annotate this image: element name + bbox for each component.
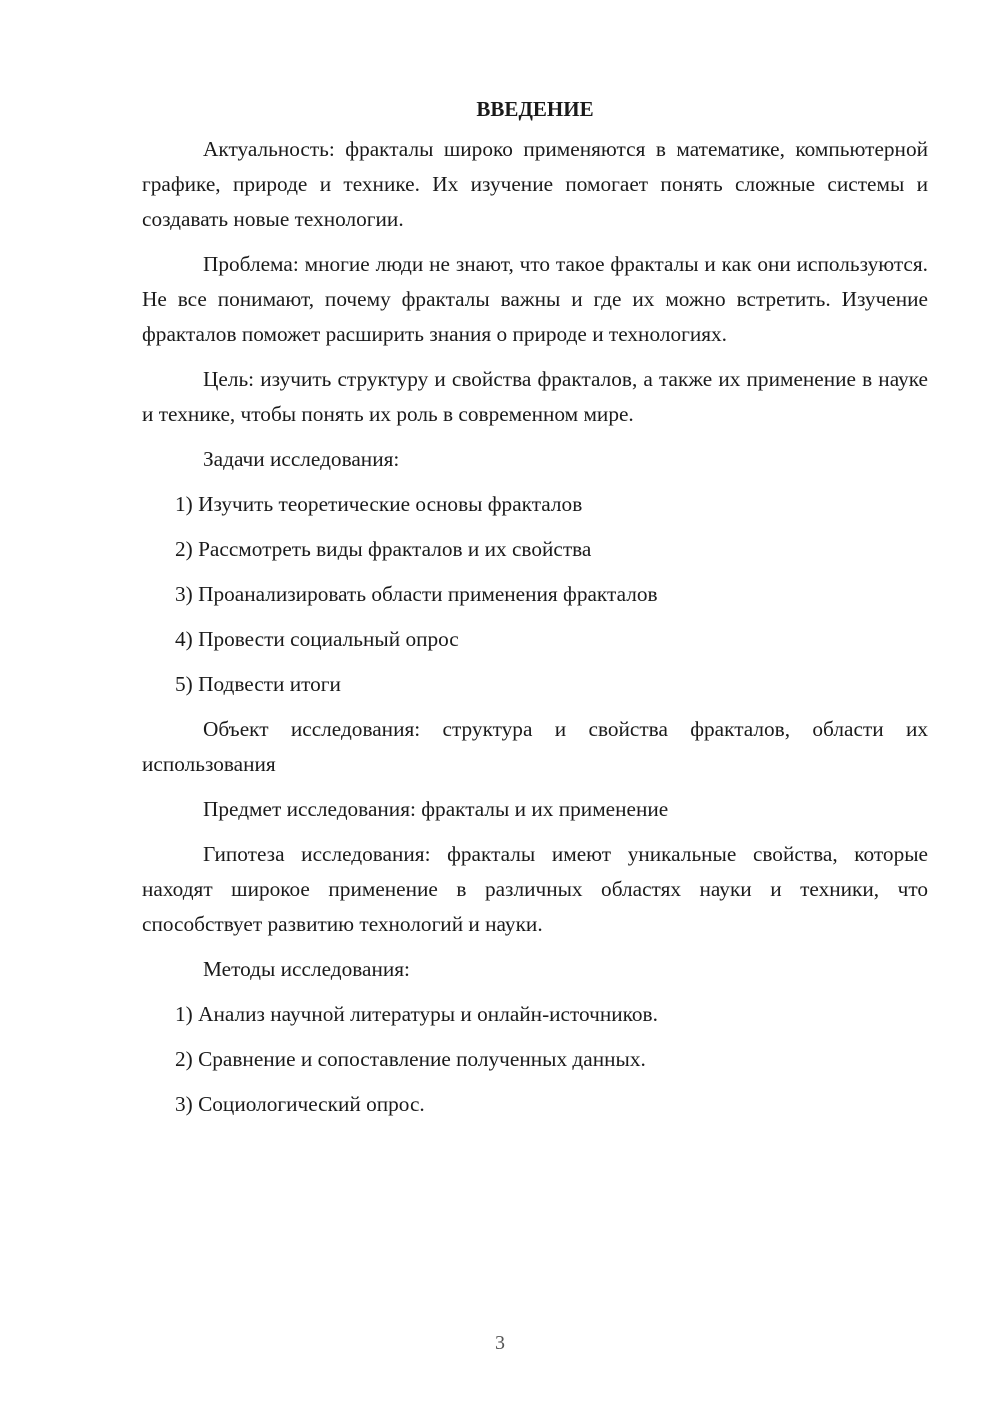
- list-item: 2) Сравнение и сопоставление полученных данных.: [175, 1047, 646, 1071]
- goal-paragraph: Цель: изучить структуру и свойства фракталов, а также их применение в науке и технике, чтобы понять их роль в современном мире.: [142, 367, 928, 426]
- document-page: [142, 92, 928, 1132]
- object-paragraph: Объект исследования: структура и свойства фракталов, области их использования: [142, 717, 928, 776]
- section-title: ВВЕДЕНИЕ: [476, 97, 594, 121]
- hypothesis-paragraph: Гипотеза исследования: фракталы имеют уникальные свойства, которые находят широкое применение в различных областях науки и техники, что способствует развитию технологий и науки.: [142, 842, 928, 936]
- list-item: 3) Социологический опрос.: [175, 1092, 425, 1116]
- subject-paragraph: Предмет исследования: фракталы и их применение: [203, 797, 669, 821]
- relevance-paragraph: Актуальность: фракталы широко применяются в математике, компьютерной графике, природе и технике. Их изучение помогает понять сложные системы и создавать новые технологии.: [142, 137, 928, 231]
- methods-list: [142, 997, 928, 1122]
- list-item: 2) Рассмотреть виды фракталов и их свойства: [175, 537, 592, 561]
- problem-paragraph: Проблема: многие люди не знают, что такое фракталы и как они используются. Не все понимают, почему фракталы важны и где их можно встретить. Изучение фракталов поможет расширить знания о природе и технологиях.: [142, 252, 928, 346]
- list-item: 5) Подвести итоги: [175, 672, 341, 696]
- methods-heading: Методы исследования:: [203, 957, 410, 981]
- list-item: 3) Проанализировать области применения фракталов: [175, 582, 658, 606]
- tasks-heading: Задачи исследования:: [203, 447, 400, 471]
- list-item: 1) Изучить теоретические основы фракталов: [175, 492, 583, 516]
- page-number: 3: [495, 1332, 505, 1354]
- list-item: 4) Провести социальный опрос: [175, 627, 459, 651]
- tasks-list: [142, 487, 928, 702]
- list-item: 1) Анализ научной литературы и онлайн-источников.: [175, 1002, 658, 1026]
